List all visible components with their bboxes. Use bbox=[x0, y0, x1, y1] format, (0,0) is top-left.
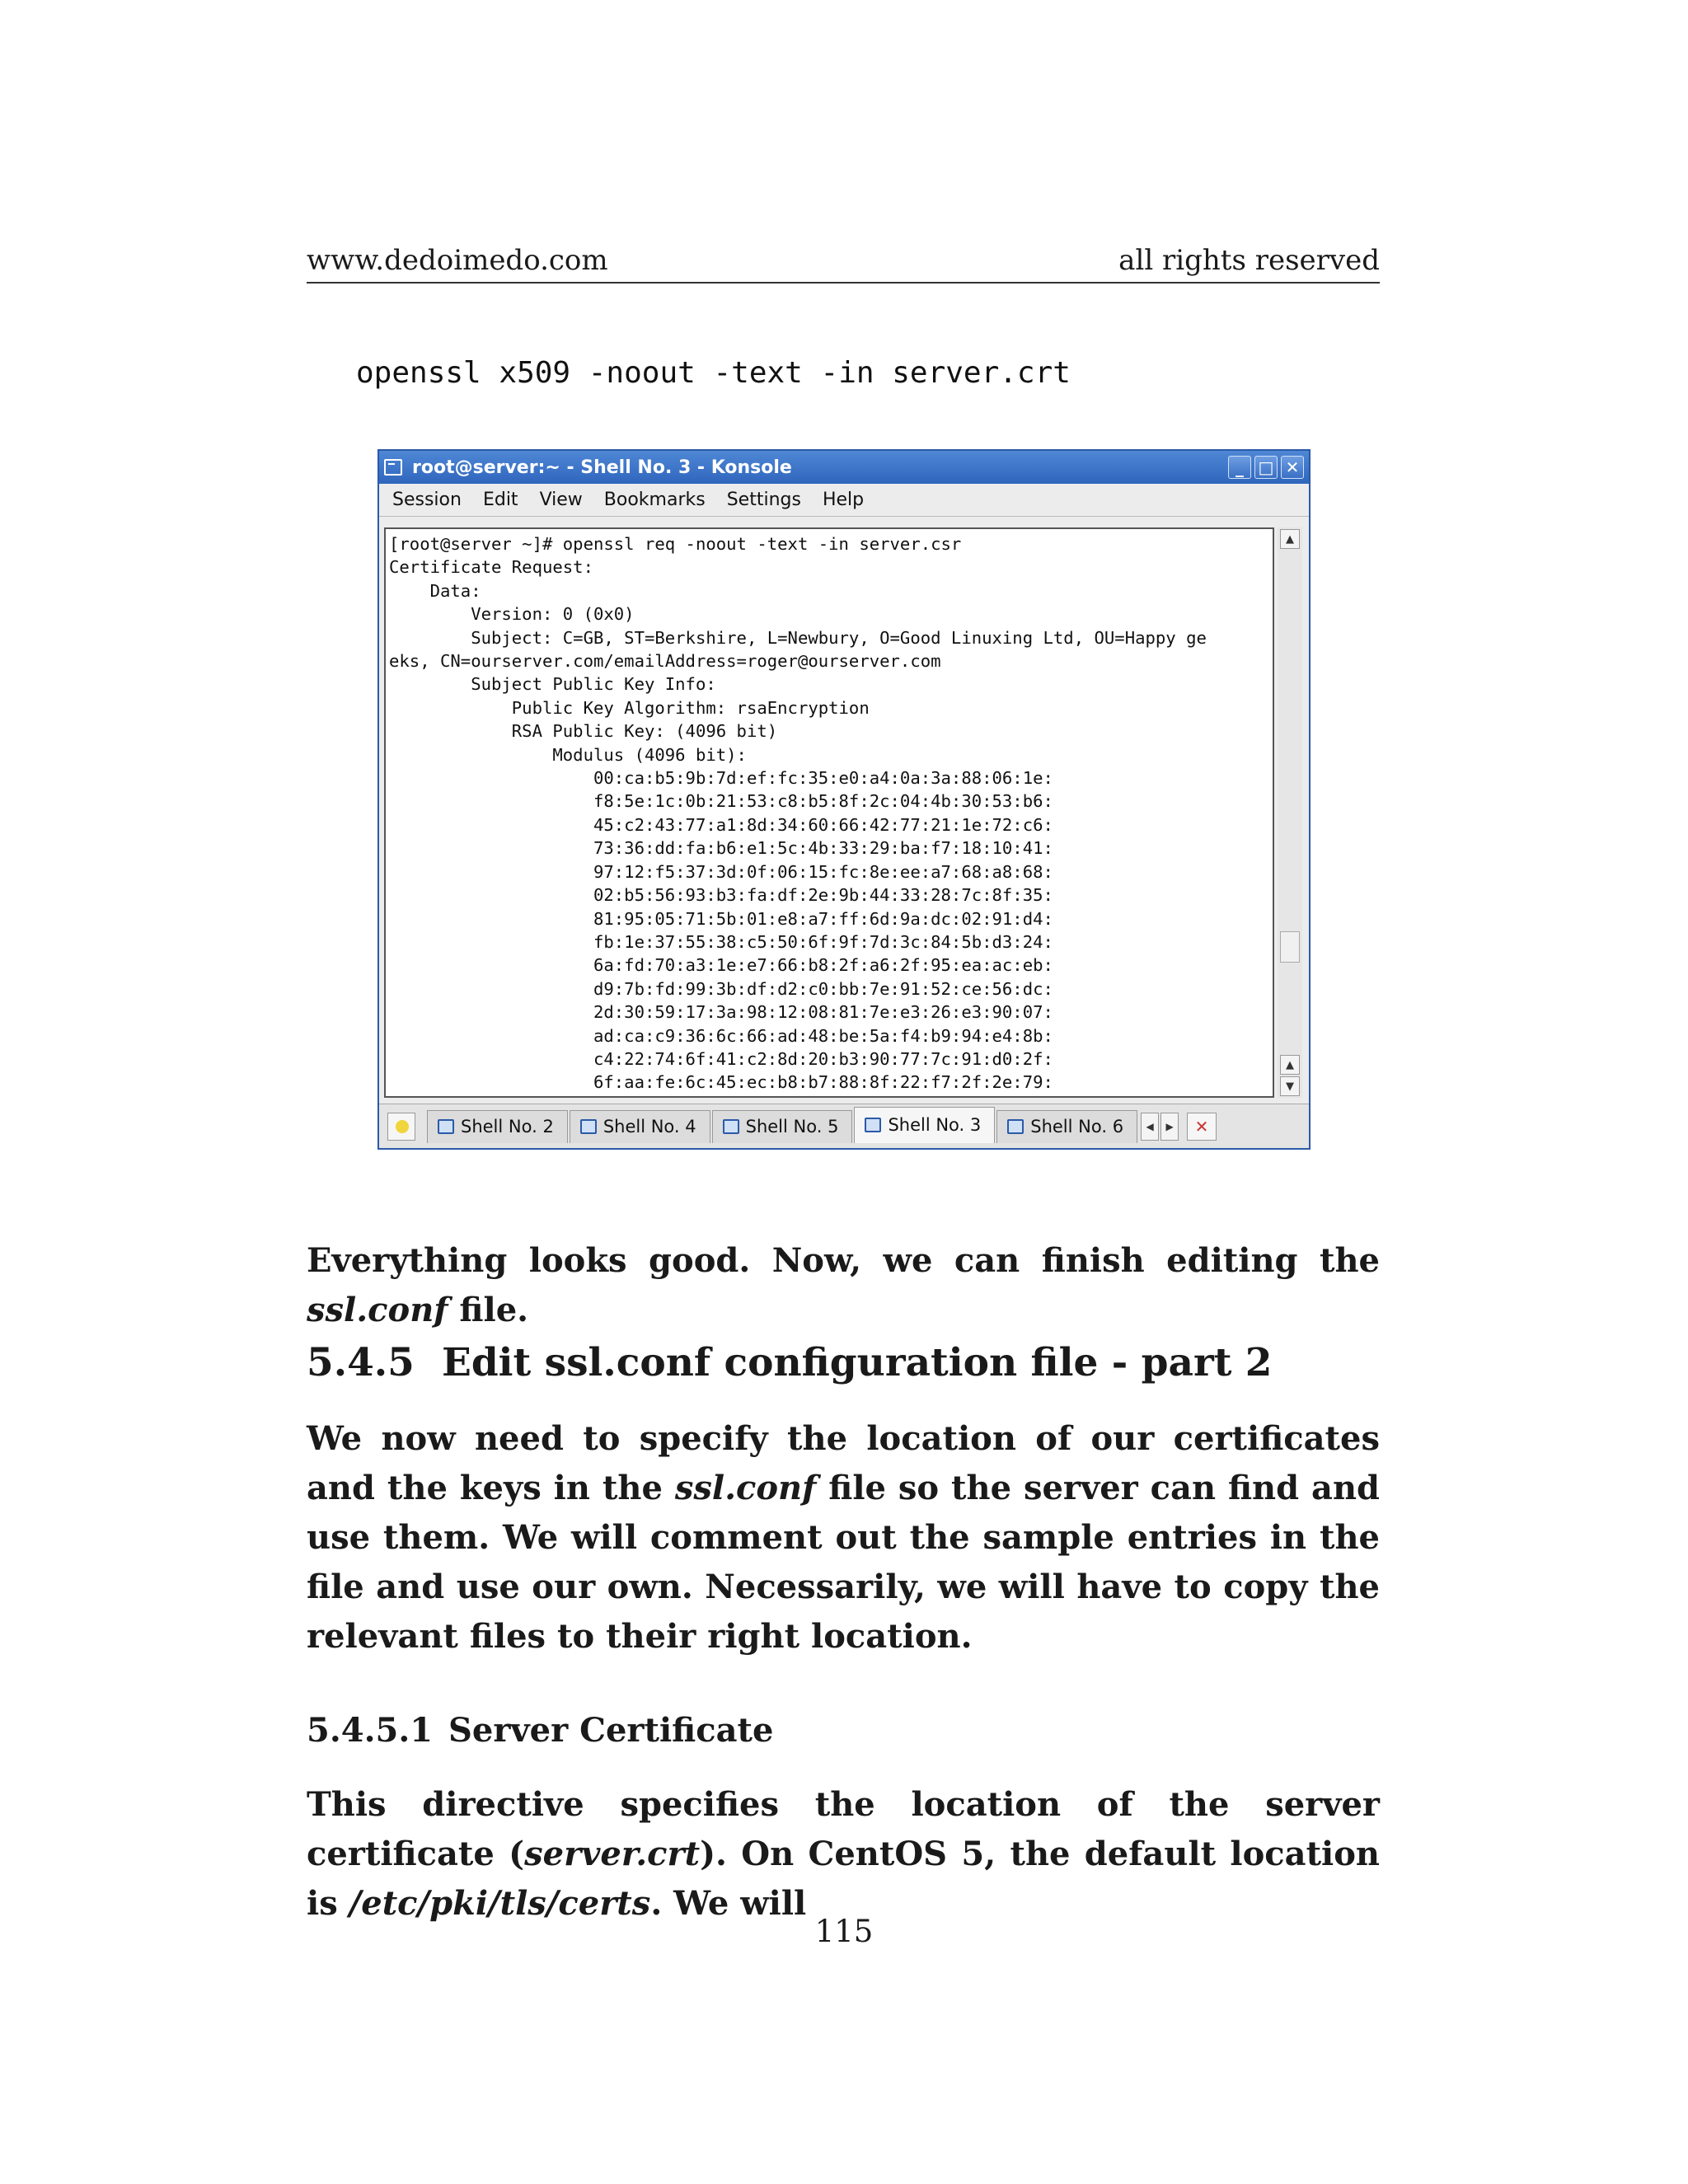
tab-scroll-left-icon[interactable]: ◀ bbox=[1141, 1113, 1159, 1141]
terminal-line: 6a:fd:70:a3:1e:e7:66:b8:2f:a6:2f:95:ea:ac:eb: bbox=[593, 955, 1053, 976]
terminal-line: ad:ca:c9:36:6c:66:ad:48:be:5a:f4:b9:94:e4:8b: bbox=[593, 1025, 1053, 1046]
close-icon[interactable]: ✕ bbox=[1281, 456, 1304, 479]
terminal-line: Subject: C=GB, ST=Berkshire, L=Newbury, O=Good Linuxing Ltd, OU=Happy ge bbox=[471, 627, 1207, 648]
terminal-line: fb:1e:37:55:38:c5:50:6f:9f:7d:3c:84:5b:d3:24: bbox=[593, 931, 1053, 952]
terminal-line: Certificate Request: bbox=[389, 557, 593, 578]
terminal-line: Public Key Algorithm: rsaEncryption bbox=[511, 697, 870, 718]
terminal-icon bbox=[438, 1119, 454, 1134]
terminal-line: c4:22:74:6f:41:c2:8d:20:b3:90:77:7c:91:d0:2f: bbox=[593, 1048, 1053, 1069]
terminal-line: 02:b5:56:93:b3:fa:df:2e:9b:44:33:28:7c:8f:35: bbox=[593, 885, 1053, 906]
scroll-down-icon[interactable]: ▼ bbox=[1280, 1076, 1300, 1096]
header-site: www.dedoimedo.com bbox=[307, 244, 608, 277]
tab-scroll-right-icon[interactable]: ▶ bbox=[1160, 1113, 1179, 1141]
terminal-icon bbox=[1007, 1119, 1024, 1134]
terminal-line: 00:ca:b5:9b:7d:ef:fc:35:e0:a4:0a:3a:88:06:1e: bbox=[593, 768, 1053, 789]
menu-help[interactable]: Help bbox=[822, 490, 865, 510]
subsection-title: Server Certificate bbox=[448, 1711, 774, 1750]
terminal-line: RSA Public Key: (4096 bit) bbox=[511, 721, 778, 742]
scroll-up-icon[interactable]: ▲ bbox=[1280, 529, 1300, 549]
subsection-heading bbox=[307, 1711, 773, 1750]
menu-bookmarks[interactable]: Bookmarks bbox=[603, 490, 706, 510]
terminal-line: Data: bbox=[429, 580, 481, 601]
header-rights: all rights reserved bbox=[1118, 244, 1380, 277]
menu-edit[interactable]: Edit bbox=[482, 490, 518, 510]
terminal-line: Subject Public Key Info: bbox=[471, 674, 716, 695]
terminal-line: 81:95:05:71:5b:01:e8:a7:ff:6d:9a:dc:02:91:d4: bbox=[593, 908, 1053, 929]
scrollbar-thumb[interactable] bbox=[1280, 931, 1300, 963]
section-title: Edit ssl.conf configuration file - part 2 bbox=[442, 1340, 1273, 1385]
section-number: 5.4.5 bbox=[307, 1340, 415, 1385]
menu-view[interactable]: View bbox=[539, 490, 583, 510]
terminal-line: 73:36:dd:fa:b6:e1:5c:4b:33:29:ba:f7:18:10:41: bbox=[593, 838, 1053, 859]
paragraph-server-cert: This directive specifies the location of the server certificate (server.crt). On CentOS 5, the default location is /etc/pki/tls/certs. We will bbox=[307, 1785, 1380, 1923]
terminal-line: 45:c2:43:77:a1:8d:34:60:66:42:77:21:1e:72:c6: bbox=[593, 814, 1053, 835]
paragraph-intro: Everything looks good. Now, we can finish editing the ssl.conf file. bbox=[307, 1241, 1380, 1329]
tab-bar bbox=[379, 1104, 1309, 1148]
tab-shell-6[interactable] bbox=[996, 1110, 1137, 1143]
tab-label: Shell No. 3 bbox=[888, 1115, 982, 1135]
window-title: root@server:~ - Shell No. 3 - Konsole bbox=[412, 457, 792, 478]
close-session-icon[interactable]: ✕ bbox=[1187, 1113, 1217, 1141]
page-number: 115 bbox=[814, 1914, 874, 1949]
terminal-icon bbox=[865, 1118, 881, 1132]
terminal-line: Version: 0 (0x0) bbox=[471, 604, 635, 625]
tab-shell-3[interactable] bbox=[854, 1107, 995, 1143]
menu-session[interactable]: Session bbox=[392, 490, 462, 510]
terminal-icon bbox=[580, 1119, 597, 1134]
scroll-up-icon[interactable]: ▲ bbox=[1280, 1055, 1300, 1075]
window-titlebar[interactable] bbox=[379, 451, 1309, 484]
terminal-line: [root@server ~]# openssl req -noout -text -in server.csr bbox=[389, 534, 962, 554]
terminal-output[interactable] bbox=[384, 527, 1274, 1098]
paragraph-body: We now need to specify the location of our certificates and the keys in the ssl.conf file so the server can find and use them. We will comment out the sample entries in the file and use our own. Necessarily, we will have to copy the relevant files to their right location. bbox=[307, 1419, 1380, 1656]
subsection-number: 5.4.5.1 bbox=[307, 1711, 434, 1750]
tab-shell-4[interactable] bbox=[570, 1110, 710, 1143]
tab-label: Shell No. 2 bbox=[461, 1117, 554, 1137]
section-heading bbox=[307, 1340, 1273, 1385]
terminal-line: d9:7b:fd:99:3b:df:d2:c0:bb:7e:91:52:ce:56:dc: bbox=[593, 978, 1053, 999]
menu-bar bbox=[379, 484, 1309, 517]
maximize-icon[interactable]: □ bbox=[1254, 456, 1278, 479]
terminal-line: f8:5e:1c:0b:21:53:c8:b5:8f:2c:04:4b:30:53:b6: bbox=[593, 791, 1053, 812]
konsole-window bbox=[377, 449, 1311, 1150]
tab-label: Shell No. 4 bbox=[603, 1117, 696, 1137]
command-line: openssl x509 -noout -text -in server.crt bbox=[356, 356, 1071, 390]
menu-settings[interactable]: Settings bbox=[726, 490, 801, 510]
terminal-line: 6f:aa:fe:6c:45:ec:b8:b7:88:8f:22:f7:2f:2e:79: bbox=[593, 1072, 1053, 1093]
page-header bbox=[307, 244, 1380, 284]
terminal-icon bbox=[384, 459, 402, 476]
vertical-scrollbar[interactable] bbox=[1278, 527, 1302, 1098]
terminal-line: 2d:30:59:17:3a:98:12:08:81:7e:e3:26:e3:90:07: bbox=[593, 1002, 1053, 1023]
terminal-text bbox=[386, 529, 1273, 1098]
terminal-line: 97:12:f5:37:3d:0f:06:15:fc:8e:ee:a7:68:a8:68: bbox=[593, 861, 1053, 882]
new-session-icon[interactable] bbox=[387, 1113, 415, 1141]
terminal-line: Modulus (4096 bit): bbox=[552, 744, 747, 765]
minimize-icon[interactable]: _ bbox=[1228, 456, 1251, 479]
tab-label: Shell No. 5 bbox=[745, 1117, 839, 1137]
terminal-icon bbox=[723, 1119, 739, 1134]
tab-shell-2[interactable] bbox=[427, 1110, 568, 1143]
tab-shell-5[interactable] bbox=[712, 1110, 853, 1143]
tab-label: Shell No. 6 bbox=[1030, 1117, 1124, 1137]
terminal-line: eks, CN=ourserver.com/emailAddress=roger@ourserver.com bbox=[389, 651, 941, 672]
